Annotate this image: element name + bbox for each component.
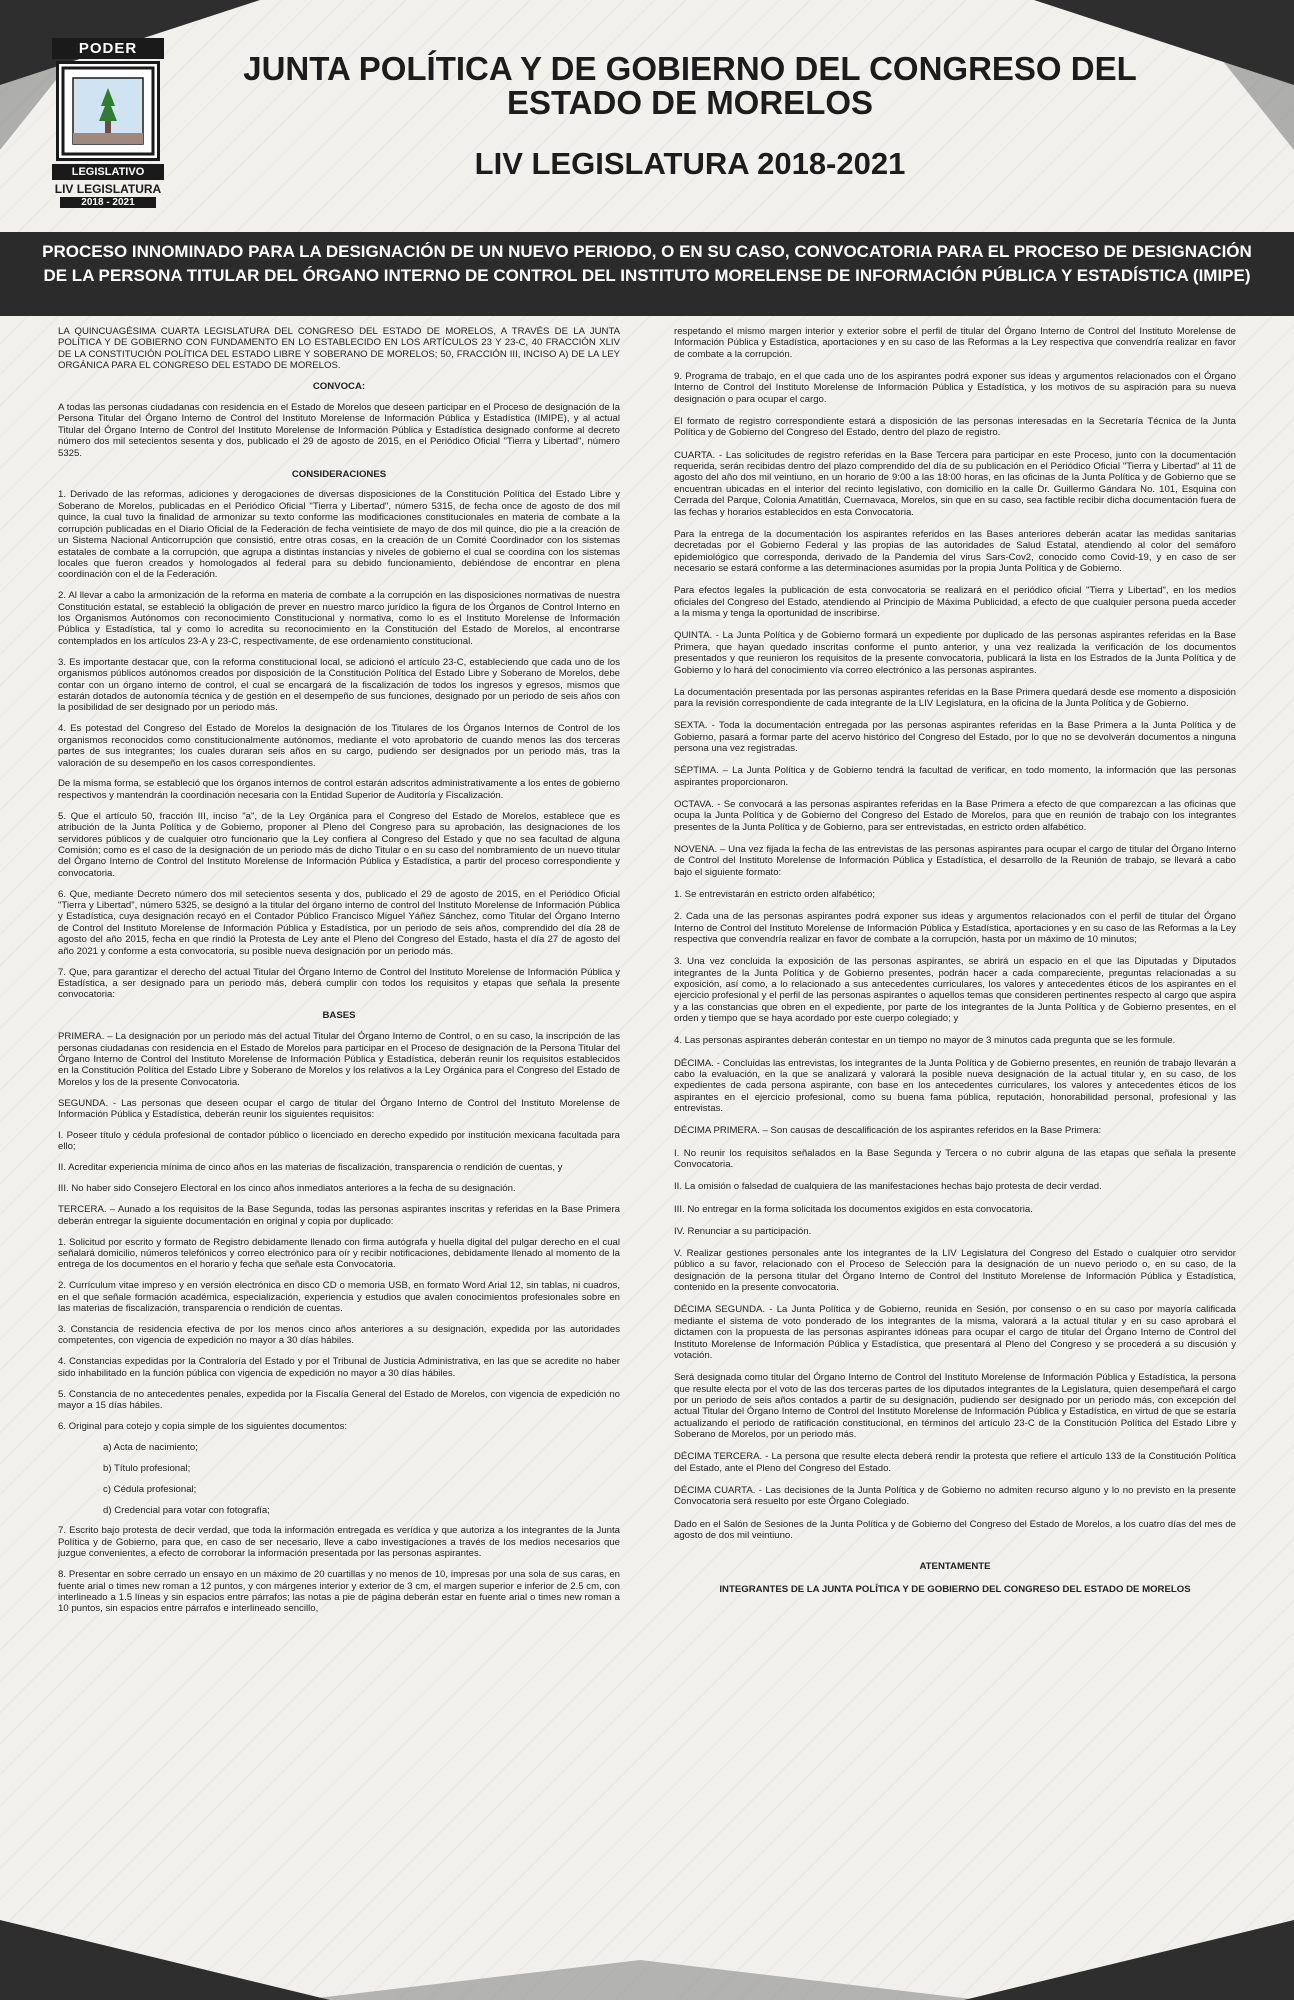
logo-middle-text: LEGISLATIVO	[52, 164, 164, 180]
paragraph: El formato de registro correspondiente estará a disposición de las personas interesadas en la Secretaría Técnica de la Junta Política y de Gobierno del Congreso del Estado, dentro del plazo de registro.	[674, 416, 1236, 439]
list-item: a) Acta de nacimiento;	[103, 1441, 198, 1453]
paragraph: I. No reunir los requisitos señalados en la Base Segunda y Tercera o no cubrir alguna de las etapas que señala la presente Convocatoria.	[674, 1147, 1236, 1171]
paragraph: I. Poseer título y cédula profesional de contador público o licenciado en derecho expedido por institución mexicana facultada para ello;	[58, 1130, 620, 1153]
paragraph: 9. Programa de trabajo, en el que cada uno de los aspirantes podrá exponer sus ideas y argumentos relacionados con el Órgano Interno de Control del Instituto Morelense de Información Pública y Estadística, y los motivos de su aspiración para su nueva designación o para ocupar el cargo.	[674, 371, 1236, 405]
section-heading: BASES	[322, 1010, 356, 1022]
corner-decoration	[300, 1960, 980, 2000]
logo-top-text: PODER	[52, 38, 164, 59]
paragraph: 8. Presentar en sobre cerrado un ensayo en un máximo de 20 cuartillas y no menos de 10, impresas por una sola de sus caras, en fuente arial o times new roman a 12 puntos, y con márgenes interior y exterior de 3 cm, el margen superior e inferior de 2.5 cm, con interlineado a 1.5 líneas y sin espacios entre párrafos; las notas a pie de página deberán estar en fuente arial o times new roman a 10 puntos, sin espacios entre párrafos e interlineado sencillo,	[58, 1569, 620, 1615]
paragraph: 1. Solicitud por escrito y formato de Registro debidamente llenado con firma autógrafa y huella digital del pulgar derecho en el cual señalará domicilio, números telefónicos y correo electrónico para oír y recibir notificaciones, debidamente llenado al momento de la entrega de los documentos en el horario y fecha que señale esta Convocatoria.	[58, 1236, 620, 1271]
paragraph: 4. Es potestad del Congreso del Estado de Morelos la designación de los Titulares de los Órganos Internos de Control de los organismos reconocidos como constitucionalmente autónomos, mediante el voto aprobatorio de cuando menos las dos terceras partes de sus integrantes; los cuales duraran seis años en su cargo, pudiendo ser designados por un periodo más, tras la valoración de su desempeño en los casos correspondientes.	[58, 723, 620, 769]
list-item: b) Título profesional;	[103, 1462, 191, 1474]
section-heading: CONSIDERACIONES	[291, 468, 387, 480]
list-item: c) Cédula profesional;	[103, 1483, 197, 1495]
paragraph: V. Realizar gestiones personales ante los integrantes de la LIV Legislatura del Congreso del Estado o cualquier otro servidor público a su favor, relacionado con el Proceso de Selección para la designación de un nuevo periodo o, en su caso, de la designación de la persona titular del Órgano Interno de Control del Instituto Morelense de Información Pública y Estadística, contenido en la presente convocatoria.	[674, 1247, 1236, 1294]
paragraph: CUARTA. - Las solicitudes de registro referidas en la Base Tercera para participar en este Proceso, junto con la documentación requerida, serán recibidas dentro del plazo comprendido del día de su publicación en el Periódico Oficial "Tierra y Libertad" al 11 de agosto del año dos mil veintiuno, en un horario de 9:00 a las 18:00 horas, en las oficinas de la Junta Política y de Gobierno que se encuentran ubicadas en el interior del recinto legislativo, con domicilio en la calle Dr. Guillermo Gándara No. 101, Esquina con Cerrada del Parque, Colonia Amatitlán, Cuernavaca, Morelos, sin que en su caso, sea factible recibir dicha documentación fuera de las fechas y horarios establecidos en esta Convocatoria.	[674, 449, 1236, 518]
logo-years: 2018 - 2021	[60, 197, 156, 208]
corner-decoration	[0, 1920, 330, 2000]
paragraph: 7. Escrito bajo protesta de decir verdad, que toda la información entregada es verídica y que autoriza a los integrantes de la Junta Política y de Gobierno, para que, en caso de ser necesario, lleve a cabo investigaciones a través de los medios necesarios que juzgue convenientes, a efecto de corroborar la información presentada por las personas aspirantes.	[58, 1525, 620, 1560]
paragraph: 2. Currículum vitae impreso y en versión electrónica en disco CD o memoria USB, en formato Word Arial 12, sin tablas, ni cuadros, en el que señale formación académica, especialización, experiencia y estudios que avalen conocimientos profesionales sobre en las materias de fiscalización, transparencia o rendición de cuentas.	[58, 1280, 620, 1315]
page-title: JUNTA POLÍTICA Y DE GOBIERNO DEL CONGRESO DEL ESTADO DE MORELOS	[243, 50, 1137, 121]
title-banner: PROCESO INNOMINADO PARA LA DESIGNACIÓN DE UN NUEVO PERIODO, O EN SU CASO, CONVOCATORIA PARA EL PROCESO DE DESIGNACIÓN DE LA PERSONA TITULAR DEL ÓRGANO INTERNO DE CONTROL DEL INSTITUTO MORELENSE DE INFORMACIÓN PÚBLICA Y ESTADÍSTICA (IMIPE)	[0, 232, 1294, 316]
paragraph: DÉCIMA. - Concluidas las entrevistas, los integrantes de la Junta Política y de Gobierno presentes, en reunión de trabajo llevarán a cabo la evaluación, en la que se analizará y valorará la posible nueva designación de la actual titular y, en su caso, de los expedientes de cada persona aspirante, con base en los antecedentes curriculares, los valores y antecedentes éticos de los aspirantes en el ejercicio profesional, como su buena fama pública, reputación, honorabilidad personal, profesional y las entrevistas.	[674, 1057, 1236, 1115]
paragraph: SEGUNDA. - Las personas que deseen ocupar el cargo de titular del Órgano Interno de Control del Instituto Morelense de Información Pública y Estadística, deberán reunir los siguientes requisitos:	[58, 1097, 620, 1121]
paragraph: 5. Constancia de no antecedentes penales, expedida por la Fiscalía General del Estado de Morelos, con vigencia de expedición no mayor a 15 días hábiles.	[58, 1388, 620, 1411]
signature-heading: ATENTAMENTE	[919, 1561, 991, 1573]
corner-decoration	[964, 1920, 1294, 2000]
paragraph: DÉCIMA TERCERA. - La persona que resulte electa deberá rendir la protesta que refiere el artículo 133 de la Constitución Política del Estado, ante el Pleno del Congreso del Estado.	[674, 1451, 1236, 1474]
paragraph: La documentación presentada por las personas aspirantes referidas en la Base Primera quedará desde ese momento a disposición para la revisión correspondiente de cada integrante de la LIV Legislatura, en la oficina de la Junta Política y de Gobierno.	[674, 686, 1236, 710]
page-subtitle: LIV LEGISLATURA 2018-2021	[474, 146, 906, 181]
paragraph: OCTAVA. - Se convocará a las personas aspirantes referidas en la Base Primera a efecto de que comparezcan a las oficinas que ocupa la Junta Política y de Gobierno del Congreso del Estado de Morelos, para que en reunión de trabajo con los integrantes presentes de la Junta Política y de Gobierno, para ser entrevistadas, en estricto orden alfabético.	[674, 798, 1236, 833]
paragraph: 3. Una vez concluida la exposición de las personas aspirantes, se abrirá un espacio en el que las Diputadas y Diputados integrantes de la Junta Política y de Gobierno presentes, podrán hacer a cada compareciente, preguntas relacionadas a su exposición, así como, a lo relacionado a sus antecedentes curriculares, los valores y antecedentes éticos de los aspirantes en el ejercicio profesional y el perfil de las personas aspirantes o aquellos temas que consideren pertinentes respecto al cargo que aspira y a las constancias que obren en el expediente, por parte de los integrantes de la Junta Política y de Gobierno presentes, en el orden y tiempo que se haya acordado por este cuerpo colegiado; y	[674, 956, 1236, 1025]
paragraph: Dado en el Salón de Sesiones de la Junta Política y de Gobierno del Congreso del Estado de Morelos, a los cuatro días del mes de agosto de dos mil veintiuno.	[674, 1518, 1236, 1542]
paragraph: QUINTA. - La Junta Política y de Gobierno formará un expediente por duplicado de las personas aspirantes referidas en la Base Primera, que hayan quedado inscritas conforme el punto anterior, y una vez realizada la verificación de los documentos presentados y que reunieron los requisitos de la presente convocatoria, publicará la lista en los Estrados de la Junta Política y de Gobierno y lo hará del conocimiento vía correo electrónico a las personas aspirantes.	[674, 630, 1236, 676]
paragraph: DÉCIMA CUARTA. - Las decisiones de la Junta Política y de Gobierno no admiten recurso alguno y lo no previsto en la presente Convocatoria será resuelto por este Órgano Colegiado.	[674, 1485, 1236, 1508]
paragraph: 2. Cada una de las personas aspirantes podrá exponer sus ideas y argumentos relacionados con el perfil de titular del Órgano Interno de Control del Instituto Morelense de Información Pública y Estadística, aportaciones y en su caso de las Reformas a la Ley respectiva que convendría realizar en favor de combate a la corrupción, hasta por un máximo de 10 minutos;	[674, 911, 1236, 946]
paragraph: Para efectos legales la publicación de esta convocatoria se realizará en el periódico oficial "Tierra y Libertad", en los medios oficiales del Congreso del Estado, atendiendo al Principio de Máxima Publicidad, a efecto de que cualquier persona pueda acceder a la misma y tenga la oportunidad de inscribirse.	[674, 585, 1236, 620]
paragraph: 6. Que, mediante Decreto número dos mil setecientos sesenta y dos, publicado el 29 de agosto de 2015, en el Periódico Oficial "Tierra y Libertad", número 5325, se designó a la titular del órgano interno de control del Instituto Morelense de Información Pública y Estadística, cuya designación recayó en el Contador Público Francisco Miguel Yáñez Sánchez, como Titular del Órgano Interno de Control del Instituto Morelense de Información Pública y Estadística, por un periodo de seis años, comprendido del día 28 de agosto del año 2015, fecha en que rindió la Protesta de Ley ante el Pleno del Congreso del Estado, hasta el día 27 de agosto del año 2021 y conforme a esta convocatoria, su posible nueva designación por un periodo más.	[58, 888, 620, 957]
paragraph: SÉPTIMA. – La Junta Política y de Gobierno tendrá la facultad de verificar, en todo momento, la información que las personas aspirantes proporcionaron.	[674, 765, 1236, 788]
paragraph: 1. Derivado de las reformas, adiciones y derogaciones de diversas disposiciones de la Constitución Política del Estado Libre y Soberano de Morelos, publicadas en el Periódico Oficial "Tierra y Libertad", número 5315, de fecha once de agosto de dos mil quince, la cual tuvo la finalidad de armonizar su texto conforme las modificaciones constitucionales en materia de combate a la corrupción publicadas en el Diario Oficial de la Federación de fecha veintisiete de mayo de dos mil quince, dio pie a la creación de un Sistema Nacional Anticorrupción que consistió, entre otras cosas, en la creación de un Comité Coordinador con los sistemas estatales de combate a la corrupción, que agrupa a distintas instancias y niveles de gobierno el cual se coordina con los sistemas locales que fueron creados y homologados al federal para su debido funcionamiento, debiéndose de encontrar en plena coordinación con el de la Federación.	[58, 489, 620, 581]
paragraph: NOVENA. – Una vez fijada la fecha de las entrevistas de las personas aspirantes para ocupar el cargo de titular del Órgano Interno de Control del Instituto Morelense de Información Pública y Estadística, el desarrollo de la Reunión de trabajo, se llevará a cabo bajo el siguiente formato:	[674, 843, 1236, 878]
paragraph: Será designada como titular del Órgano Interno de Control del Instituto Morelense de Información Pública y Estadística, la persona que resulte electa por el voto de las dos terceras partes de los diputados integrantes de la Legislatura, quien desempeñará el cargo por un periodo de seis años contados a partir de su designación, pudiendo ser designado por un periodo más, con excepción del actual Titular del Órgano Interno de Control del Instituto Morelense de Información Pública y Estadística, en virtud de que se estaría actualizando el periodo de ratificación constitucional, en términos del artículo 23-C de la Constitución Política del Estado Libre y Soberano de Morelos, por un periodo más.	[674, 1372, 1236, 1441]
paragraph: TERCERA. – Aunado a los requisitos de la Base Segunda, todas las personas aspirantes inscritas y referidas en la Base Primera deberán entregar la siguiente documentación en original y copia por duplicado:	[58, 1204, 620, 1227]
paragraph: A todas las personas ciudadanas con residencia en el Estado de Morelos que deseen participar en el Proceso de designación de la Persona Titular del Órgano Interno de Control del Instituto Morelense de Información Pública y Estadística (IMIPE), y al actual Titular del Órgano Interno de Control del Instituto Morelense de Información Pública y Estadística designado conforme al decreto número dos mil setecientos sesenta y dos, publicado el 29 de agosto de 2015, en el Periódico Oficial "Tierra y Libertad", número 5325.	[58, 402, 620, 459]
paragraph: DÉCIMA SEGUNDA. - La Junta Política y de Gobierno, reunida en Sesión, por consenso o en su caso por mayoría calificada mediante el sistema de voto ponderado de los integrantes de la misma, valorará a la actual titular y en su caso aprobará el dictamen con la propuesta de las personas aspirantes idóneas para ocupar el cargo de titular del Órgano Interno de Control del Instituto Morelense de Información Pública y Estadística, que presentará al Pleno del Congreso y se procederá a su discusión y votación.	[674, 1304, 1236, 1361]
page-header	[190, 52, 1190, 182]
paragraph: Para la entrega de la documentación los aspirantes referidos en las Bases anteriores deberán acatar las medidas sanitarias decretadas por el Gobierno Federal y las propias de las autoridades de Salud Estatal, atendiendo al color del semáforo epidemiológico que corresponda, derivado de la Pandemia del virus Sars-Cov2, conocido como Covid-19, y en caso de ser necesario se estará conforme a las determinaciones asumidas por la propia Junta Política y de Gobierno.	[674, 528, 1236, 575]
paragraph: 7. Que, para garantizar el derecho del actual Titular del Órgano Interno de Control del Instituto Morelense de Información Pública y Estadística, a ser designado para un periodo más, deberá cumplir con todos los requisitos y etapas que señala la presente convocatoria:	[58, 966, 620, 1001]
paragraph: SEXTA. - Toda la documentación entregada por las personas aspirantes referidas en la Base Primera a la Junta Política y de Gobierno, pasará a formar parte del acervo histórico del Congreso del Estado, por lo que no se devolverán documentos a ninguna persona una vez registradas.	[674, 720, 1236, 755]
paragraph: respetando el mismo margen interior y exterior sobre el perfil de titular del Órgano Interno de Control del Instituto Morelense de Información Pública y Estadística, aportaciones y en su caso de las Reformas a la Ley respectiva que convendría realizar en favor de combate a la corrupción.	[674, 326, 1236, 360]
section-heading: CONVOCA:	[312, 381, 366, 393]
paragraph: 2. Al llevar a cabo la armonización de la reforma en materia de combate a la corrupción en las disposiciones normativas de nuestra Constitución estatal, se estableció la obligación de prever en nuestro marco jurídico la figura de los Órganos de Control Interno en los Organismos Autónomos con reconocimiento Constitucional y normativa, como lo es el Instituto Morelense de Información Pública y Estadística, tal y como lo acredita su reconocimiento en la Constitución del Estado de Morelos, al encontrarse contemplados en los artículos 23-A y 23-C, respectivamente, de ese ordenamiento constitucional.	[58, 590, 620, 647]
paragraph: De la misma forma, se estableció que los órganos internos de control estarán adscritos administrativamente a los entes de gobierno respectivos y mantendrán la coordinación necesaria con la Entidad Superior de Auditoría y Fiscalización.	[58, 778, 620, 801]
paragraph: III. No entregar en la forma solicitada los documentos exigidos en esta convocatoria.	[674, 1203, 1033, 1215]
paragraph: 4. Las personas aspirantes deberán contestar en un tiempo no mayor de 3 minutos cada pregunta que se les formule.	[674, 1035, 1176, 1047]
paragraph: II. Acreditar experiencia mínima de cinco años en las materias de fiscalización, transparencia o rendición de cuentas, y	[58, 1162, 563, 1174]
paragraph: III. No haber sido Consejero Electoral en los cinco años inmediatos anteriores a la fecha de su designación.	[58, 1183, 516, 1195]
signature-line: INTEGRANTES DE LA JUNTA POLÍTICA Y DE GOBIERNO DEL CONGRESO DEL ESTADO DE MORELOS	[719, 1583, 1191, 1595]
coat-of-arms-icon	[56, 61, 160, 161]
paragraph: II. La omisión o falsedad de cualquiera de las manifestaciones hechas bajo protesta de decir verdad.	[674, 1181, 1102, 1193]
paragraph: IV. Renunciar a su participación.	[674, 1225, 812, 1237]
paragraph: DÉCIMA PRIMERA. – Son causas de descalificación de los aspirantes referidos en la Base Primera:	[674, 1125, 1102, 1137]
paragraph: 5. Que el artículo 50, fracción III, inciso "a", de la Ley Orgánica para el Congreso del Estado de Morelos, establece que es atribución de la Junta Política y de Gobierno, proponer al Pleno del Congreso para su aprobación, las designaciones de los servidores públicos y de cualquier otro funcionario que la Ley confiera al Congreso del Estado y que no sea facultad de alguna Comisión; como es el caso de la designación de un periodo más de dicho Titular o en su caso del nombramiento de un nuevo titular del Órgano Interno de Control del Instituto Morelense de Información Pública y Estadística, a partir del proceso correspondiente y convocatoria.	[58, 810, 620, 879]
paragraph: 4. Constancias expedidas por la Contraloría del Estado y por el Tribunal de Justicia Administrativa, en las que se acredite no haber sido inhabilitado en la función pública con vigencia de expedición no mayor a 30 días hábiles.	[58, 1356, 620, 1379]
logo-legislature: LIV LEGISLATURA	[54, 182, 162, 196]
left-column	[58, 326, 620, 1624]
right-column	[674, 326, 1236, 1606]
intro-paragraph: LA QUINCUAGÉSIMA CUARTA LEGISLATURA DEL CONGRESO DEL ESTADO DE MORELOS, A TRAVÉS DE LA JUNTA POLÍTICA Y DE GOBIERNO CON FUNDAMENTO EN LO ESTABLECIDO EN LOS ARTÍCULOS 23 Y 23-C, 40 FRACCIÓN XLIV DE LA CONSTITUCIÓN POLÍTICA DEL ESTADO LIBRE Y SOBERANO DE MORELOS; 50, FRACCIÓN III, INCISO A) DE LA LEY ORGÁNICA PARA EL CONGRESO DEL ESTADO DE MORELOS.	[58, 326, 620, 372]
paragraph: 3. Es importante destacar que, con la reforma constitucional local, se adicionó el artículo 23-C, estableciendo que cada uno de los organismos públicos autónomos creados por disposición de la Constitución Política del Estado Libre y Soberano de Morelos, debe contar con un órgano interno de control, el cual se encargará de la fiscalización de todos los ingresos y egresos, mismos que estarán dotados de autonomía técnica y de gestión en el desempeño de sus funciones, designado por un periodo de seis años con la posibilidad de ser designado por un periodo más.	[58, 656, 620, 714]
list-item: d) Credencial para votar con fotografía;	[103, 1504, 270, 1516]
congress-logo	[52, 38, 164, 210]
paragraph: PRIMERA. – La designación por un periodo más del actual Titular del Órgano Interno de Control, o en su caso, la inscripción de las personas ciudadanas con residencia en el Estado de Morelos para participar en el Proceso de designación de la Persona Titular del Órgano Interno de Control del Instituto Morelense de Información Pública y Estadística, deberán reunir los requisitos establecidos en la Constitución Política del Estado Libre y Soberano de Morelos y los relativos a la Ley Orgánica para el Congreso del Estado de Morelos y los de la presente Convocatoria.	[58, 1031, 620, 1088]
paragraph: 6. Original para cotejo y copia simple de los siguientes documentos:	[58, 1420, 348, 1432]
paragraph: 3. Constancia de residencia efectiva de por los menos cinco años anteriores a su designación, expedida por las autoridades competentes, con vigencia de expedición no mayor a 30 días hábiles.	[58, 1323, 620, 1347]
paragraph: 1. Se entrevistarán en estricto orden alfabético;	[674, 889, 876, 900]
